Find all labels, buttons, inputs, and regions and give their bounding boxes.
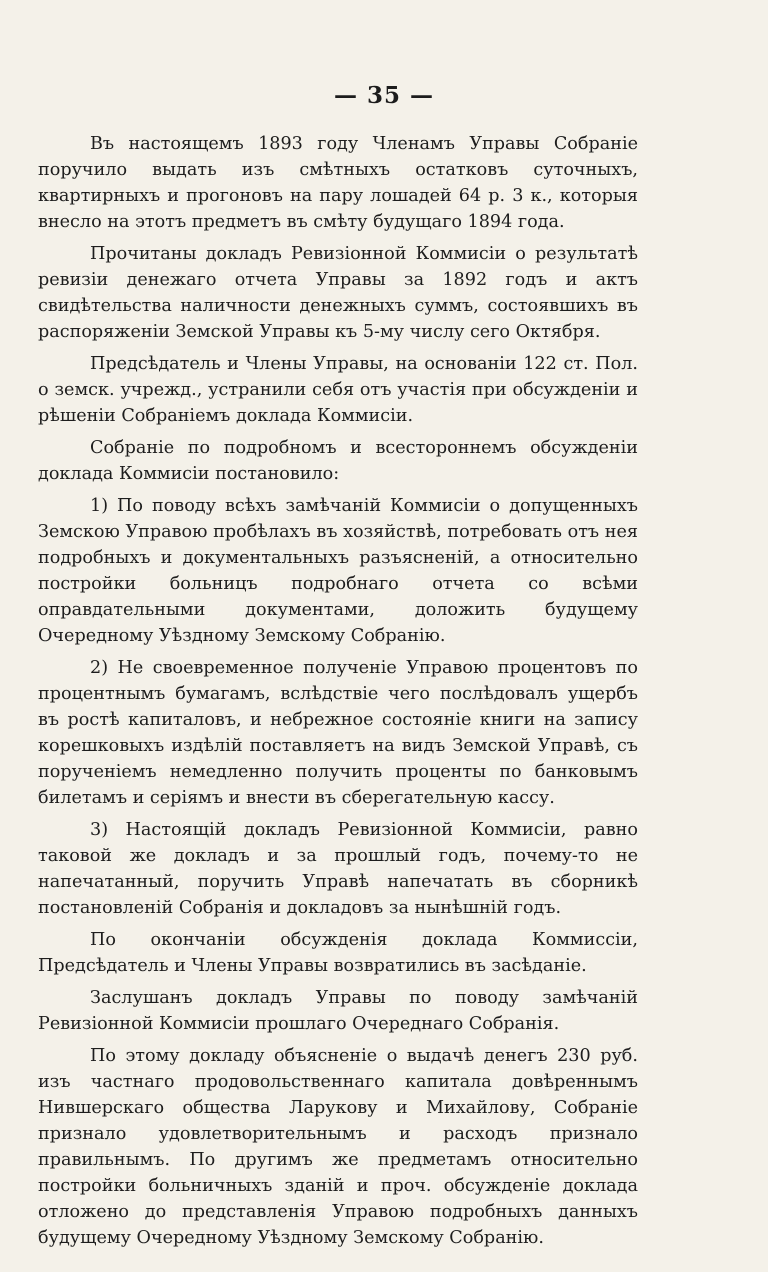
paragraph-3: Предсѣдатель и Члены Управы, на основаніи 122 ст. Пол. о земск. учрежд., устранили себя отъ участія при обсужденіи и рѣшеніи Собраніемъ доклада Коммисіи.	[38, 354, 638, 426]
paragraph-6-item-2: 2) Не своевременное полученіе Управою процентовъ по процентнымъ бумагамъ, вслѣдствіе чего послѣдовалъ ущербъ въ ростѣ капиталовъ, и небрежное состояніе книги на запису корешковыхъ издѣлій поставляетъ на видъ Земской Управѣ, съ порученіемъ немедленно получить проценты по банковымъ билетамъ и серіямъ и внести въ сберегательную кассу.	[38, 658, 638, 808]
paragraph-2: Прочитаны докладъ Ревизіонной Коммисіи о результатѣ ревизіи денежаго отчета Управы за 1892 годъ и актъ свидѣтельства наличности денежныхъ суммъ, состоявшихъ въ распоряженіи Земской Управы къ 5-му числу сего Октября.	[38, 244, 638, 342]
paragraph-9: Заслушанъ докладъ Управы по поводу замѣчаній Ревизіонной Коммисіи прошлаго Очереднаго Собранія.	[38, 988, 638, 1034]
paragraph-5-item-1: 1) По поводу всѣхъ замѣчаній Коммисіи о допущенныхъ Земскою Управою пробѣлахъ въ хозяйствѣ, потребовать отъ нея подробныхъ и документальныхъ разъясненій, а относительно постройки больницъ подробнаго отчета со всѣми оправдательными документами, доложить будущему Очередному Уѣздному Земскому Собранію.	[38, 496, 638, 646]
body-text	[38, 131, 638, 1257]
paragraph-8: По окончаніи обсужденія доклада Коммиссіи, Предсѣдатель и Члены Управы возвратились въ засѣданіе.	[38, 930, 638, 976]
paragraph-10: По этому докладу объясненіе о выдачѣ денегъ 230 руб. изъ частнаго продовольственнаго капитала довѣреннымъ Нившерскаго общества Ларукову и Михайлову, Собраніе признало удовлетворительнымъ и расходъ признало правильнымъ. По другимъ же предметамъ относительно постройки больничныхъ зданій и проч. обсужденіе доклада отложено до представленія Управою подробныхъ данныхъ будущему Очередному Уѣздному Земскому Собранію.	[38, 1046, 638, 1248]
paragraph-7-item-3: 3) Настоящій докладъ Ревизіонной Коммисіи, равно таковой же докладъ и за прошлый годъ, почему-то не напечатанный, поручить Управѣ напечатать въ сборникѣ постановленій Собранія и докладовъ за нынѣшній годъ.	[38, 820, 638, 918]
paragraph-1: Въ настоящемъ 1893 году Членамъ Управы Собраніе поручило выдать изъ смѣтныхъ остатковъ суточныхъ, квартирныхъ и прогоновъ на пару лошадей 64 р. 3 к., которыя внесло на этотъ предметъ въ смѣту будущаго 1894 года.	[38, 134, 638, 232]
paragraph-4: Собраніе по подробномъ и всестороннемъ обсужденіи доклада Коммисіи постановило:	[38, 438, 638, 484]
page-number: — 35 —	[333, 82, 435, 109]
